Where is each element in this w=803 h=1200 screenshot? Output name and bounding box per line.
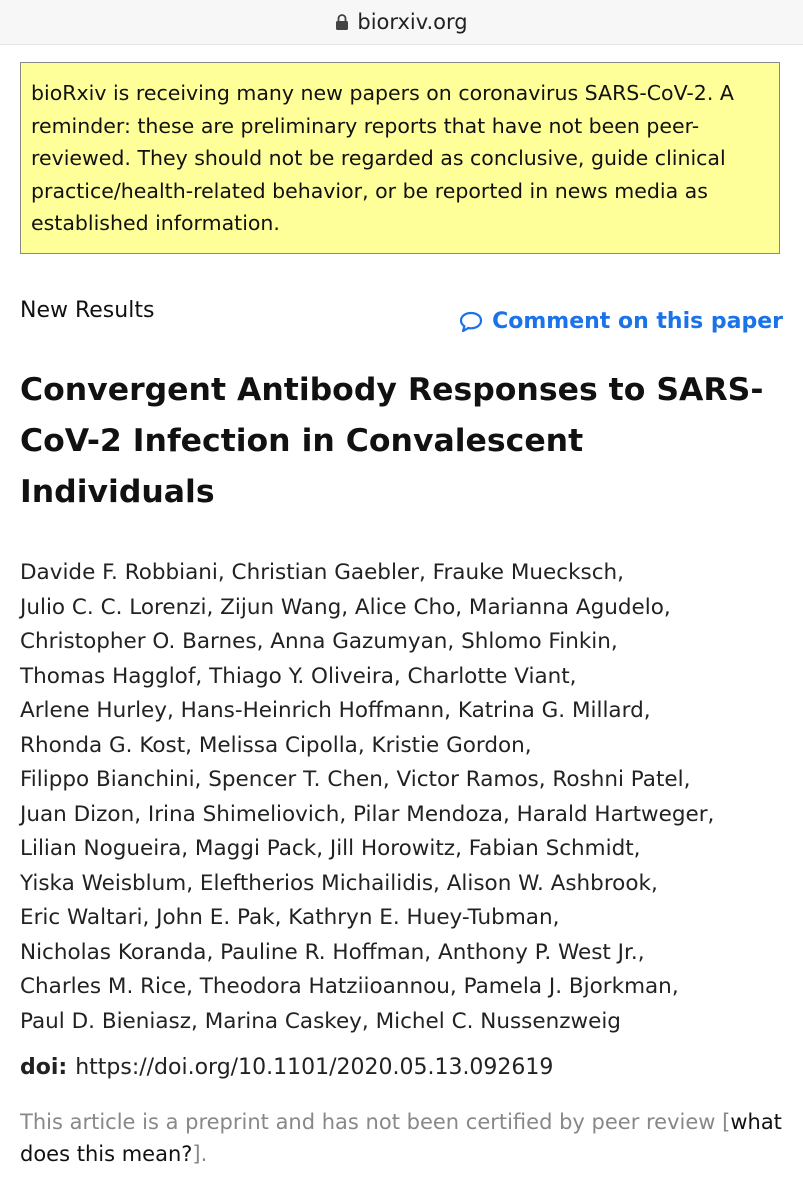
doi-row — [20, 1055, 553, 1080]
doi-label: doi: — [20, 1055, 68, 1080]
author-line: Rhonda G. Kost, Melissa Cipolla, Kristie Gordon, — [20, 732, 532, 758]
doi-link[interactable]: https://doi.org/10.1101/2020.05.13.092619 — [75, 1055, 554, 1080]
author-line: Juan Dizon, Irina Shimeliovich, Pilar Mendoza, Harald Hartweger, — [20, 801, 715, 827]
preprint-disclaimer — [20, 1106, 790, 1170]
author-line: Davide F. Robbiani, Christian Gaebler, Frauke Muecksch, — [20, 560, 625, 585]
speech-bubble-icon — [459, 311, 483, 333]
preprint-close-bracket: ]. — [192, 1142, 208, 1166]
author-line: Yiska Weisblum, Eleftherios Michailidis, Alison W. Ashbrook, — [20, 870, 658, 896]
what-link-part2: does this mean? — [20, 1142, 193, 1166]
title-line: Convergent Antibody Responses to SARS- — [20, 372, 764, 408]
notice-line: practice/health-related behavior, or be reported in news media as — [31, 178, 708, 203]
comment-link-label: Comment on this paper — [492, 309, 783, 334]
author-line: Julio C. C. Lorenzi, Zijun Wang, Alice Cho, Marianna Agudelo, — [20, 594, 671, 620]
author-list — [20, 556, 790, 1039]
url-text: biorxiv.org — [357, 10, 468, 34]
article-type-label: New Results — [20, 298, 155, 323]
author-line: Nicholas Koranda, Pauline R. Hoffman, Anthony P. West Jr., — [20, 939, 645, 965]
author-line: Paul D. Bieniasz, Marina Caskey, Michel C. Nussenzweig — [20, 1008, 621, 1034]
author-line: Eric Waltari, John E. Pak, Kathryn E. Huey-Tubman, — [20, 905, 560, 930]
author-line: Christopher O. Barnes, Anna Gazumyan, Shlomo Finkin, — [20, 629, 618, 654]
notice-line: reminder: these are preliminary reports that have not been peer- — [31, 113, 700, 138]
comment-on-paper-link[interactable] — [459, 309, 783, 334]
author-line: Thomas Hagglof, Thiago Y. Oliveira, Charlotte Viant, — [20, 663, 577, 689]
lock-icon — [335, 13, 349, 31]
notice-line: reviewed. They should not be regarded as conclusive, guide clinical — [31, 146, 726, 170]
author-line: Lilian Nogueira, Maggi Pack, Jill Horowitz, Fabian Schmidt, — [20, 836, 641, 861]
author-line: Filippo Bianchini, Spencer T. Chen, Victor Ramos, Roshni Patel, — [20, 767, 691, 792]
author-line: Arlene Hurley, Hans-Heinrich Hoffmann, Katrina G. Millard, — [20, 698, 651, 723]
notice-line: bioRxiv is receiving many new papers on coronavirus SARS-CoV-2. A — [31, 81, 734, 105]
article-title — [20, 365, 790, 518]
what-link-part1: what — [730, 1110, 782, 1134]
title-line: Individuals — [20, 474, 215, 510]
covid-notice-banner — [20, 62, 780, 254]
notice-line: established information. — [31, 211, 280, 235]
url-display[interactable] — [335, 10, 467, 34]
browser-url-bar[interactable] — [0, 0, 803, 45]
title-line: CoV-2 Infection in Convalescent — [20, 423, 584, 459]
author-line: Charles M. Rice, Theodora Hatziioannou, Pamela J. Bjorkman, — [20, 974, 679, 999]
preprint-note: This article is a preprint and has not been certified by peer review [ — [20, 1110, 731, 1134]
